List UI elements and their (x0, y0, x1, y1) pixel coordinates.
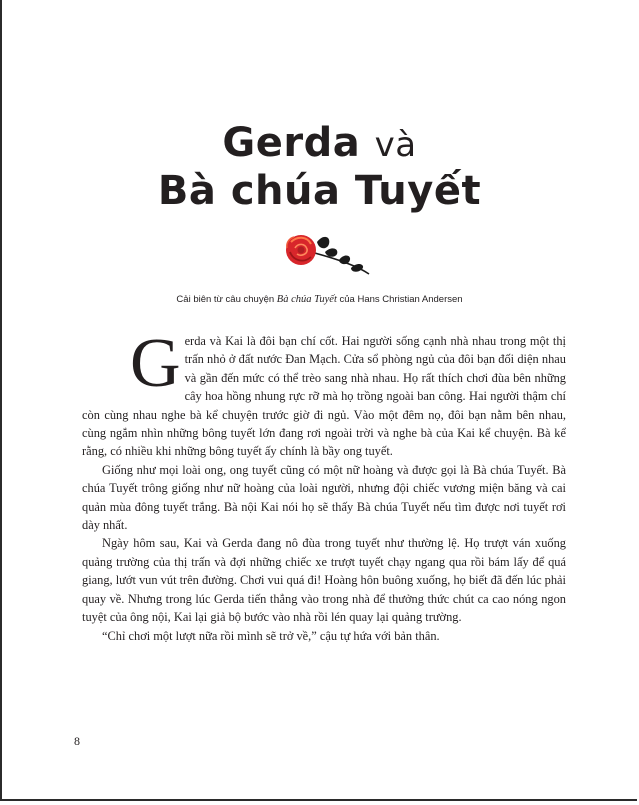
paragraph-3: Ngày hôm sau, Kai và Gerda đang nô đùa trong tuyết như thường lệ. Họ trượt ván xuống quảng trường của thị trấn và đợi những chiếc xe trượt tuyết chạy ngang qua rồi bám lấy để quá giang, lướt vun vút trên đường. Chơi vui quá đi! Hoàng hôn buông xuống, họ biết đã đến lúc phải quay về. Nhưng trong lúc Gerda tiến thẳng vào trong nhà để thưởng thức chút ca cao nóng ngon tuyệt của ông nội, Kai lại giả bộ bước vào nhà rồi lén quay lại quảng trường. (82, 536, 566, 625)
page-number: 8 (74, 734, 80, 748)
paragraph-1-text: erda và Kai là đôi bạn chí cốt. Hai người sống cạnh nhà nhau trong một thị trấn nhỏ ở đất nước Đan Mạch. Cửa sổ phòng ngủ của đôi bạn đối diện nhau và gần đến mức có thể trèo sang nhà nhau. Họ rất thích chơi đùa bên những cây hoa hồng nhung rực rỡ mà họ trồng ngoài ban công. Hai người thậm chí còn cùng nhau nghe bà kể chuyện trước giờ đi ngủ. Vào một đêm nọ, đôi bạn nằm bên nhau, cùng ngắm nhìn những bông tuyết lớn đang rơi ngoài trời và nghe bà của Kai kể chuyện. Bà kể rằng, có nhiều khi những bông tuyết ấy chính là bầy ong tuyết. (82, 334, 566, 459)
credit-suffix: của Hans Christian Andersen (339, 294, 463, 305)
paragraph-1 (82, 325, 566, 461)
title-line-1 (2, 120, 637, 168)
paragraph-2: Giống như mọi loài ong, ong tuyết cũng có một nữ hoàng và được gọi là Bà chúa Tuyết. Bà chúa Tuyết trông giống như nữ hoàng của loài người, nhưng đội chiếc vương miện băng và cai quản mùa đông tuyết trắng. Bà nội Kai nói họ sẽ thấy Bà chúa Tuyết nếu tìm được nơi tuyết rơi dày nhất. (82, 462, 566, 533)
title-conjunction: và (374, 125, 417, 165)
paragraph-4: “Chỉ chơi một lượt nữa rồi mình sẽ trở về,” cậu tự hứa với bản thân. (102, 628, 440, 643)
credit-book-title: Bà chúa Tuyết (276, 294, 337, 305)
story-title (2, 120, 637, 214)
story-body (82, 325, 566, 645)
title-line-2: Bà chúa Tuyết (157, 168, 482, 214)
credit-prefix: Cải biên từ câu chuyện (176, 294, 275, 305)
rose-icon (281, 230, 373, 278)
story-credit (2, 294, 637, 305)
drop-cap: G (130, 325, 181, 402)
title-main-word: Gerda (222, 120, 361, 166)
